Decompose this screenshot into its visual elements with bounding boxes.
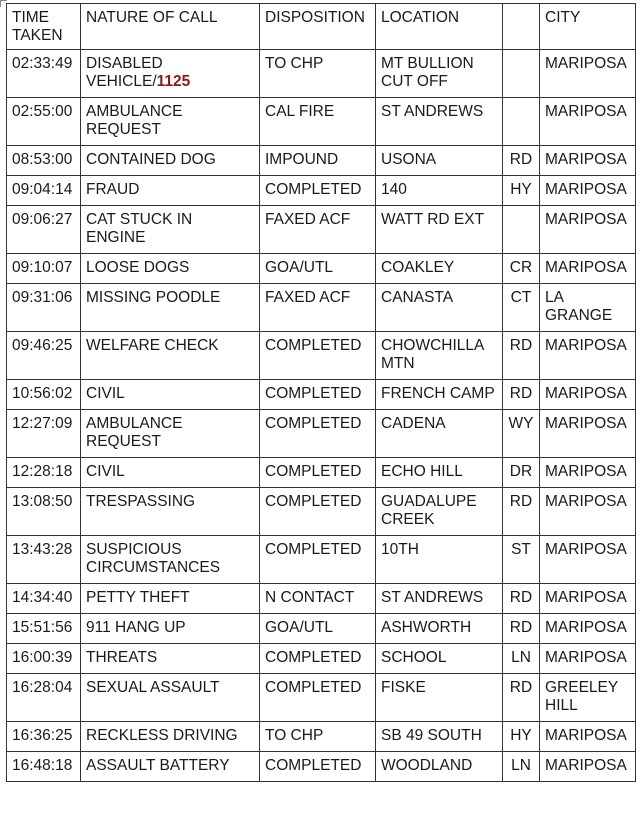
street-suffix-cell: [503, 488, 540, 536]
table-row: [7, 50, 636, 98]
table-row: [7, 584, 636, 614]
location-cell: [376, 674, 503, 722]
time-text: 10:56:02: [12, 385, 73, 402]
street-suffix-cell: [503, 206, 540, 254]
disposition-cell: [260, 584, 376, 614]
street-suffix-cell: [503, 146, 540, 176]
table-row: [7, 644, 636, 674]
city-text: MARIPOSA: [545, 727, 627, 744]
location-text: WOODLAND: [381, 757, 473, 774]
city-text: MARIPOSA: [545, 619, 627, 636]
street-suffix-text: LN: [511, 757, 531, 774]
disposition-cell: [260, 380, 376, 410]
time-cell: [7, 488, 81, 536]
table-row: [7, 284, 636, 332]
disposition-text: COMPLETED: [265, 757, 362, 774]
street-suffix-text: CT: [510, 289, 532, 306]
location-cell: [376, 98, 503, 146]
col-header-street-suffix: [503, 4, 540, 50]
time-text: 09:10:07: [12, 259, 73, 276]
time-cell: [7, 146, 81, 176]
disposition-cell: [260, 458, 376, 488]
location-text: GUADALUPE CREEK: [381, 493, 477, 528]
nature-text: CAT STUCK IN ENGINE: [86, 211, 193, 246]
disposition-text: COMPLETED: [265, 415, 362, 432]
table-row: [7, 488, 636, 536]
time-cell: [7, 284, 81, 332]
col-header-disposition: DISPOSITION: [260, 4, 376, 50]
time-text: 09:31:06: [12, 289, 73, 306]
time-cell: [7, 458, 81, 488]
location-text: MT BULLION CUT OFF: [381, 55, 474, 90]
nature-text: FRAUD: [86, 181, 140, 198]
street-suffix-text: RD: [509, 679, 533, 696]
disposition-cell: [260, 254, 376, 284]
time-text: 16:00:39: [12, 649, 73, 666]
disposition-text: FAXED ACF: [265, 289, 351, 306]
disposition-text: CAL FIRE: [265, 103, 335, 120]
city-text: MARIPOSA: [545, 103, 627, 120]
location-cell: [376, 722, 503, 752]
disposition-text: FAXED ACF: [265, 211, 351, 228]
time-cell: [7, 380, 81, 410]
disposition-cell: [260, 98, 376, 146]
location-cell: [376, 254, 503, 284]
city-cell: [540, 584, 636, 614]
street-suffix-cell: [503, 380, 540, 410]
time-cell: [7, 752, 81, 782]
city-text: MARIPOSA: [545, 151, 627, 168]
disposition-text: COMPLETED: [265, 541, 362, 558]
table-row: [7, 332, 636, 380]
nature-cell: [81, 380, 260, 410]
nature-text: CIVIL: [86, 385, 125, 402]
nature-text: 911 HANG UP: [86, 619, 186, 636]
location-cell: [376, 332, 503, 380]
disposition-cell: [260, 50, 376, 98]
table-row: [7, 98, 636, 146]
nature-text: WELFARE CHECK: [86, 337, 219, 354]
street-suffix-cell: [503, 254, 540, 284]
col-header-nature: NATURE OF CALL: [81, 4, 260, 50]
nature-text: CIVIL: [86, 463, 125, 480]
disposition-text: COMPLETED: [265, 181, 362, 198]
nature-cell: [81, 488, 260, 536]
street-suffix-text: HY: [510, 181, 532, 198]
nature-text: LOOSE DOGS: [86, 259, 190, 276]
disposition-text: COMPLETED: [265, 337, 362, 354]
time-cell: [7, 674, 81, 722]
city-cell: [540, 146, 636, 176]
disposition-text: COMPLETED: [265, 463, 362, 480]
nature-text: SUSPICIOUS CIRCUMSTANCES: [86, 541, 221, 576]
disposition-cell: [260, 644, 376, 674]
city-text: MARIPOSA: [545, 589, 627, 606]
nature-cell: [81, 752, 260, 782]
time-text: 16:48:18: [12, 757, 73, 774]
disposition-cell: [260, 410, 376, 458]
time-cell: [7, 614, 81, 644]
street-suffix-text: RD: [509, 589, 533, 606]
nature-text: RECKLESS DRIVING: [86, 727, 238, 744]
city-cell: [540, 206, 636, 254]
table-row: [7, 146, 636, 176]
city-cell: [540, 332, 636, 380]
city-cell: [540, 644, 636, 674]
table-row: [7, 206, 636, 254]
table-row: [7, 674, 636, 722]
city-cell: [540, 752, 636, 782]
street-suffix-cell: [503, 584, 540, 614]
city-cell: [540, 536, 636, 584]
time-text: 14:34:40: [12, 589, 73, 606]
time-cell: [7, 50, 81, 98]
street-suffix-text: RD: [509, 385, 533, 402]
disposition-text: N CONTACT: [265, 589, 355, 606]
city-text: MARIPOSA: [545, 493, 627, 510]
location-cell: [376, 644, 503, 674]
time-text: 15:51:56: [12, 619, 73, 636]
street-suffix-cell: [503, 284, 540, 332]
time-text: 09:46:25: [12, 337, 73, 354]
nature-cell: [81, 410, 260, 458]
street-suffix-cell: [503, 644, 540, 674]
street-suffix-text: WY: [508, 415, 534, 432]
time-text: 16:36:25: [12, 727, 73, 744]
location-cell: [376, 50, 503, 98]
time-cell: [7, 644, 81, 674]
nature-text: SEXUAL ASSAULT: [86, 679, 220, 696]
time-cell: [7, 176, 81, 206]
city-cell: [540, 458, 636, 488]
city-cell: [540, 380, 636, 410]
location-text: CHOWCHILLA MTN: [381, 337, 484, 372]
col-header-location: LOCATION: [376, 4, 503, 50]
street-suffix-text: CR: [509, 259, 533, 276]
city-text: MARIPOSA: [545, 541, 627, 558]
location-cell: [376, 752, 503, 782]
time-text: 16:28:04: [12, 679, 73, 696]
street-suffix-cell: [503, 176, 540, 206]
location-cell: [376, 146, 503, 176]
city-text: MARIPOSA: [545, 337, 627, 354]
table-row: [7, 536, 636, 584]
nature-cell: [81, 536, 260, 584]
header-row: [7, 4, 636, 50]
table-row: [7, 614, 636, 644]
city-text: MARIPOSA: [545, 415, 627, 432]
nature-cell: [81, 584, 260, 614]
nature-cell: [81, 254, 260, 284]
location-text: FRENCH CAMP: [381, 385, 495, 402]
street-suffix-cell: [503, 332, 540, 380]
disposition-cell: [260, 536, 376, 584]
time-text: 13:08:50: [12, 493, 73, 510]
location-text: USONA: [381, 151, 437, 168]
location-text: SB 49 SOUTH: [381, 727, 482, 744]
nature-text: ASSAULT BATTERY: [86, 757, 230, 774]
table-row: [7, 380, 636, 410]
time-cell: [7, 332, 81, 380]
location-text: CADENA: [381, 415, 446, 432]
disposition-cell: [260, 176, 376, 206]
city-cell: [540, 722, 636, 752]
disposition-text: GOA/UTL: [265, 259, 334, 276]
nature-cell: [81, 98, 260, 146]
street-suffix-text: RD: [509, 493, 533, 510]
street-suffix-cell: [503, 410, 540, 458]
time-text: 12:28:18: [12, 463, 73, 480]
nature-cell: [81, 284, 260, 332]
disposition-cell: [260, 752, 376, 782]
street-suffix-cell: [503, 98, 540, 146]
nature-text: AMBULANCE REQUEST: [86, 415, 183, 450]
city-text: MARIPOSA: [545, 259, 627, 276]
city-text: MARIPOSA: [545, 385, 627, 402]
location-cell: [376, 284, 503, 332]
time-cell: [7, 98, 81, 146]
col-header-city: CITY: [540, 4, 636, 50]
location-text: CANASTA: [381, 289, 454, 306]
time-cell: [7, 206, 81, 254]
location-text: WATT RD EXT: [381, 211, 485, 228]
call-log-body: [7, 50, 636, 782]
disposition-text: COMPLETED: [265, 493, 362, 510]
nature-text: CONTAINED DOG: [86, 151, 216, 168]
street-suffix-cell: [503, 674, 540, 722]
nature-text: MISSING POODLE: [86, 289, 221, 306]
location-cell: [376, 614, 503, 644]
street-suffix-text: LN: [511, 649, 531, 666]
city-cell: [540, 674, 636, 722]
location-text: ECHO HILL: [381, 463, 463, 480]
table-row: [7, 752, 636, 782]
disposition-cell: [260, 614, 376, 644]
location-cell: [376, 584, 503, 614]
call-log-table: [6, 3, 636, 782]
disposition-cell: [260, 722, 376, 752]
disposition-cell: [260, 206, 376, 254]
city-cell: [540, 410, 636, 458]
time-text: 02:33:49: [12, 55, 73, 72]
time-cell: [7, 722, 81, 752]
nature-cell: [81, 458, 260, 488]
disposition-cell: [260, 332, 376, 380]
table-row: [7, 722, 636, 752]
disposition-cell: [260, 146, 376, 176]
street-suffix-text: RD: [509, 337, 533, 354]
city-text: MARIPOSA: [545, 211, 627, 228]
disposition-text: GOA/UTL: [265, 619, 334, 636]
time-text: 02:55:00: [12, 103, 73, 120]
disposition-text: COMPLETED: [265, 385, 362, 402]
city-text: MARIPOSA: [545, 757, 627, 774]
location-text: 10TH: [381, 541, 419, 558]
city-cell: [540, 254, 636, 284]
time-text: 13:43:28: [12, 541, 73, 558]
time-text: 09:04:14: [12, 181, 73, 198]
city-cell: [540, 98, 636, 146]
city-text: MARIPOSA: [545, 649, 627, 666]
city-cell: [540, 50, 636, 98]
table-row: [7, 254, 636, 284]
time-cell: [7, 536, 81, 584]
nature-cell: [81, 674, 260, 722]
city-cell: [540, 176, 636, 206]
city-cell: [540, 488, 636, 536]
city-text: LA GRANGE: [545, 289, 613, 324]
location-cell: [376, 410, 503, 458]
nature-text: DISABLED VEHICLE/: [86, 55, 163, 90]
city-text: MARIPOSA: [545, 55, 627, 72]
nature-cell: [81, 176, 260, 206]
city-cell: [540, 614, 636, 644]
street-suffix-text: ST: [511, 541, 531, 558]
time-cell: [7, 584, 81, 614]
location-text: FISKE: [381, 679, 426, 696]
nature-cell: [81, 614, 260, 644]
disposition-text: TO CHP: [265, 727, 324, 744]
table-row: [7, 458, 636, 488]
disposition-text: COMPLETED: [265, 679, 362, 696]
disposition-text: IMPOUND: [265, 151, 339, 168]
col-header-time: TIME TAKEN: [7, 4, 81, 50]
street-suffix-text: RD: [509, 619, 533, 636]
location-cell: [376, 176, 503, 206]
location-text: ST ANDREWS: [381, 103, 484, 120]
street-suffix-text: DR: [509, 463, 533, 480]
table-row: [7, 410, 636, 458]
disposition-cell: [260, 284, 376, 332]
location-text: COAKLEY: [381, 259, 455, 276]
city-text: MARIPOSA: [545, 463, 627, 480]
street-suffix-text: RD: [509, 151, 533, 168]
street-suffix-cell: [503, 722, 540, 752]
location-cell: [376, 536, 503, 584]
street-suffix-text: HY: [510, 727, 532, 744]
disposition-cell: [260, 674, 376, 722]
disposition-text: COMPLETED: [265, 649, 362, 666]
location-cell: [376, 380, 503, 410]
nature-cell: [81, 50, 260, 98]
nature-cell: [81, 206, 260, 254]
street-suffix-cell: [503, 614, 540, 644]
location-cell: [376, 488, 503, 536]
location-cell: [376, 458, 503, 488]
city-text: MARIPOSA: [545, 181, 627, 198]
nature-cell: [81, 722, 260, 752]
city-cell: [540, 284, 636, 332]
time-text: 08:53:00: [12, 151, 73, 168]
nature-text: AMBULANCE REQUEST: [86, 103, 183, 138]
time-text: 12:27:09: [12, 415, 73, 432]
nature-text: THREATS: [86, 649, 158, 666]
nature-code-highlight: 1125: [156, 73, 191, 90]
location-text: SCHOOL: [381, 649, 447, 666]
location-text: ASHWORTH: [381, 619, 472, 636]
disposition-cell: [260, 488, 376, 536]
time-cell: [7, 254, 81, 284]
location-text: 140: [381, 181, 407, 198]
time-text: 09:06:27: [12, 211, 73, 228]
street-suffix-cell: [503, 752, 540, 782]
table-row: [7, 176, 636, 206]
location-cell: [376, 206, 503, 254]
city-text: GREELEY HILL: [545, 679, 618, 714]
street-suffix-cell: [503, 50, 540, 98]
nature-cell: [81, 332, 260, 380]
street-suffix-cell: [503, 458, 540, 488]
disposition-text: TO CHP: [265, 55, 324, 72]
time-cell: [7, 410, 81, 458]
nature-cell: [81, 644, 260, 674]
nature-text: PETTY THEFT: [86, 589, 190, 606]
nature-cell: [81, 146, 260, 176]
street-suffix-cell: [503, 536, 540, 584]
location-text: ST ANDREWS: [381, 589, 484, 606]
nature-text: TRESPASSING: [86, 493, 196, 510]
